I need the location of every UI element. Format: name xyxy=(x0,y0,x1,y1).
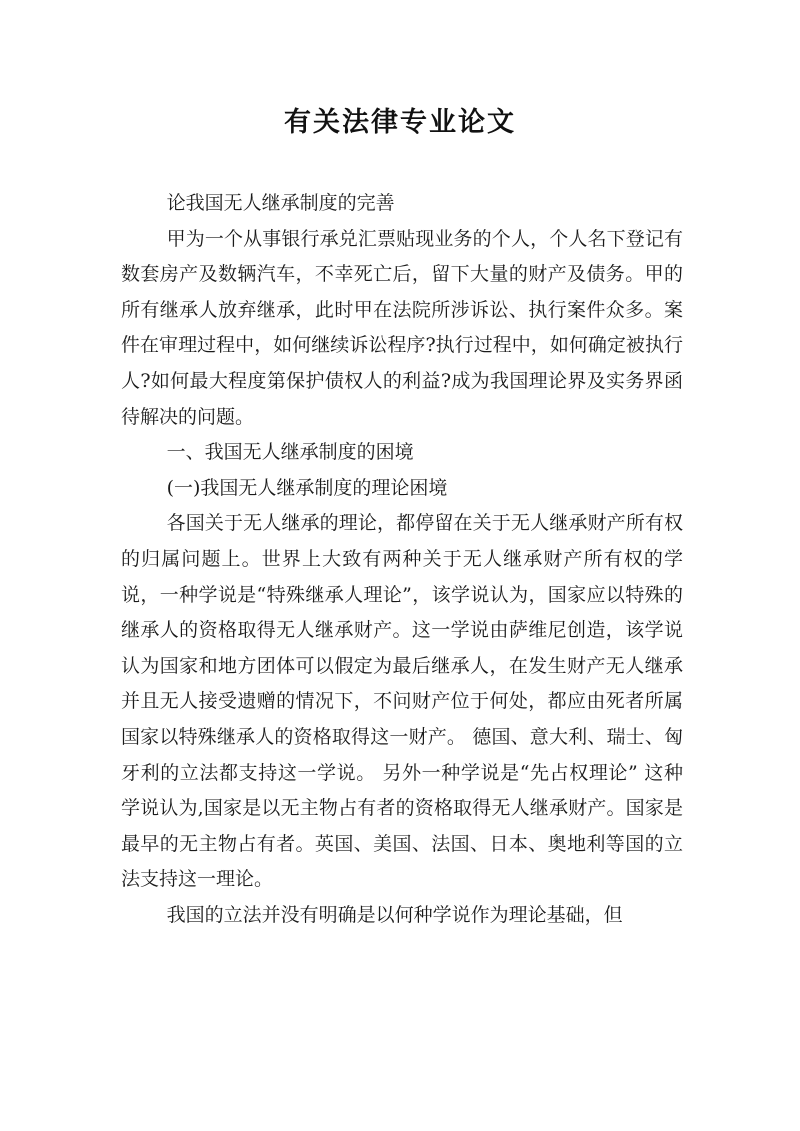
paragraph-china: 我国的立法并没有明确是以何种学说作为理论基础，但 xyxy=(166,903,623,926)
paragraph-theory: 各国关于无人继承的理论，都停留在关于无人继承财产所有权的归属问题上。世界上大致有两种关于无人继承财产所有权的学说，一种学说是“特殊继承人理论”，该学说认为，国家应以特殊的继承人的资格取得无人继承财产。这一学说由萨维尼创造，该学说认为国家和地方团体可以假定为最后继承人，在发生财产无人继承并且无人接受遗赠的情况下，不问财产位于何处，都应由死者所属国家以特殊继承人的资格取得这一财产。 德国、意大利、瑞士、匈牙利的立法都支持这一学说。 另外一种学说是“先占权理论” 这种学说认为,国家是以无主物占有者的资格取得无人继承财产。国家是最早的无主物占有者。英国、美国、法国、日本、奥地利等国的立法支持这一理论。 xyxy=(121,512,683,891)
document-title: 有关法律专业论文 xyxy=(284,107,516,138)
document-body xyxy=(121,186,683,933)
paragraph-subtitle: 论我国无人继承制度的完善 xyxy=(166,192,395,214)
subsection-heading: (一)我国无人继承制度的理论困境 xyxy=(166,476,448,499)
section-heading: 一、我国无人继承制度的困境 xyxy=(166,441,414,464)
paragraph-intro: 甲为一个从事银行承兑汇票贴现业务的个人，个人名下登记有数套房产及数辆汽车，不幸死亡后，留下大量的财产及债务。甲的所有继承人放弃继承，此时甲在法院所涉诉讼、执行案件众多。案件在审理过程中，如何继续诉讼程序?执行过程中，如何确定被执行人?如何最大程度第保护债权人的利益?成为我国理论界及实务界函待解决的问题。 xyxy=(121,227,683,428)
